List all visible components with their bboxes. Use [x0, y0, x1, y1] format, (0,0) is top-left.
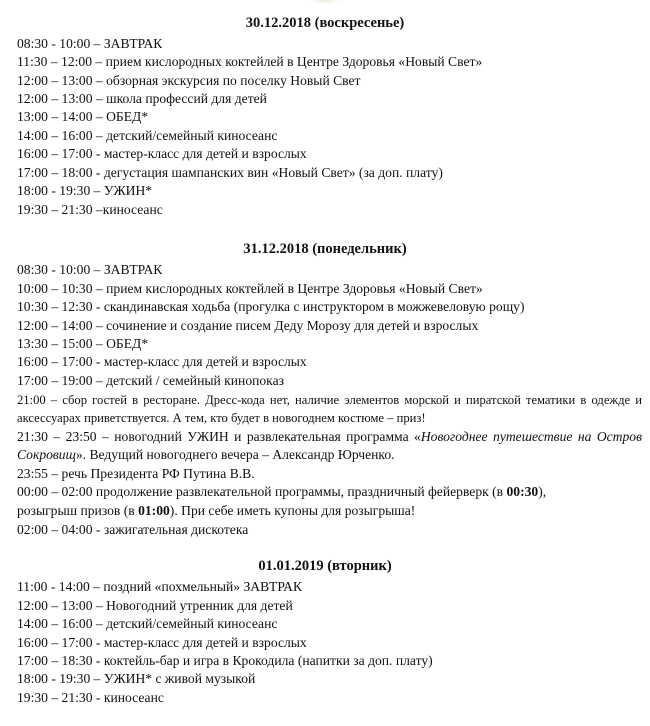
fireworks-text: 00:00 – 02:00 продолжение развлекательной программы, праздничный фейерверк (в — [17, 484, 507, 499]
schedule-item: 14:00 – 16:00 – детский/семейный киносеанс — [17, 128, 278, 143]
schedule-item: 18:00 - 19:30 – УЖИН* — [17, 183, 153, 198]
dinner-prefix: 21:30 – 23:50 – новогодний УЖИН и развлекательная программа « — [17, 429, 421, 444]
schedule-item: 08:30 - 10:00 – ЗАВТРАК — [17, 36, 163, 51]
schedule-item: 16:00 – 17:00 - мастер-класс для детей и взрослых — [17, 146, 307, 161]
schedule-item: 16:00 – 17:00 - мастер-класс для детей и взрослых — [17, 635, 307, 650]
day-heading-31-12: 31.12.2018 (понедельник) — [243, 241, 407, 257]
schedule-item: 12:00 – 13:00 – школа профессий для детей — [17, 91, 267, 106]
schedule-item: 13:30 – 15:00 – ОБЕД* — [17, 336, 149, 351]
schedule-item: 17:00 – 18:30 - коктейль-бар и игра в Крокодила (напитки за доп. плату) — [17, 653, 433, 668]
prizes-item — [17, 502, 642, 520]
schedule-item: 12:00 – 13:00 – Новогодний утренник для детей — [17, 598, 293, 613]
day-heading-01-01: 01.01.2019 (вторник) — [258, 558, 392, 574]
schedule-item: 16:00 – 17:00 - мастер-класс для детей и взрослых — [17, 354, 307, 369]
new-year-dinner-item — [17, 428, 642, 464]
schedule-item: 08:30 - 10:00 – ЗАВТРАК — [17, 262, 163, 277]
schedule-item: 02:00 – 04:00 - зажигательная дискотека — [17, 522, 249, 537]
prizes-text-end: ). При себе иметь купоны для розыгрыша! — [169, 503, 416, 518]
schedule-item: 17:00 – 18:00 - дегустация шампанских вин «Новый Свет» (за доп. плату) — [17, 165, 443, 180]
schedule-item: 19:30 – 21:30 –киносеанс — [17, 202, 163, 217]
dinner-program-title: Новогоднее путешествие на Остров Сокровищ — [17, 429, 642, 462]
schedule-item: 11:30 – 12:00 – прием кислородных коктейлей в Центре Здоровья «Новый Свет» — [17, 54, 483, 69]
fireworks-text-end: ), — [538, 484, 547, 499]
fireworks-item — [17, 483, 642, 501]
prizes-time: 01:00 — [138, 503, 170, 518]
fireworks-time: 00:30 — [506, 484, 539, 499]
day-heading-30-12: 30.12.2018 (воскресенье) — [245, 15, 405, 31]
schedule-item: 12:00 – 13:00 – обзорная экскурсия по поселку Новый Свет — [17, 73, 361, 88]
schedule-item: 10:00 – 10:30 – прием кислородных коктейлей в Центре Здоровья «Новый Свет» — [17, 281, 483, 296]
schedule-item: 12:00 – 14:00 – сочинение и создание писем Деду Морозу для детей и взрослых — [17, 318, 479, 333]
prizes-text: розыгрыш призов (в — [17, 503, 139, 518]
party-gathering-note: 21:00 – сбор гостей в ресторане. Дресс-кода нет, наличие элементов морской и пиратской тематики в одежде и аксессуарах приветствуется. А тем, кто будет в новогоднем костюме – приз! — [17, 393, 642, 425]
schedule-item: 10:30 – 12:30 - скандинавская ходьба (прогулка с инструктором в можжевеловую рощу) — [17, 299, 525, 314]
schedule-item: 13:00 – 14:00 – ОБЕД* — [17, 109, 149, 124]
schedule-item: 17:00 – 19:00 – детский / семейный кинопоказ — [17, 373, 284, 388]
schedule-item: 14:00 – 16:00 – детский/семейный киносеанс — [17, 616, 278, 631]
schedule-item: 11:00 - 14:00 – поздний «похмельный» ЗАВТРАК — [17, 579, 303, 594]
schedule-item: 23:55 – речь Президента РФ Путина В.В. — [17, 466, 255, 481]
decorative-glow — [305, 0, 345, 4]
dinner-suffix: ». Ведущий новогоднего вечера – Александр Юрченко. — [75, 447, 395, 462]
schedule-item: 18:00 - 19:30 – УЖИН* с живой музыкой — [17, 671, 256, 686]
schedule-item: 19:30 – 21:30 - киносеанс — [17, 690, 164, 705]
